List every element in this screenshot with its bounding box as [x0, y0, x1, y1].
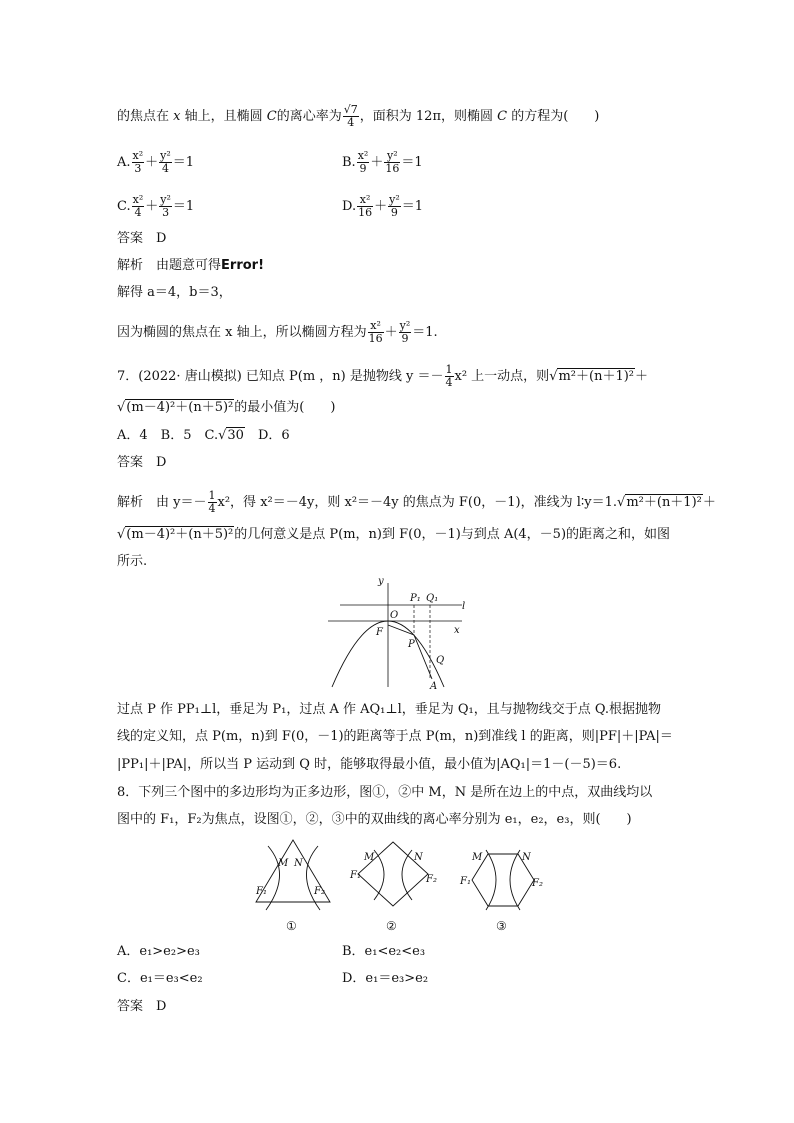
q7-options: A．4 B．5 C.√30 D．6 — [117, 428, 290, 443]
label-A: A — [430, 681, 438, 692]
svg-text:③: ③ — [496, 919, 507, 933]
q8-option-b: B．e₁<e₂<e₃ — [342, 944, 426, 959]
svg-text:N: N — [294, 858, 303, 869]
label-x: x — [454, 625, 460, 636]
svg-text:F₂: F₂ — [426, 874, 437, 885]
label-F: F — [376, 627, 383, 638]
q8-option-d: D．e₁＝e₃>e₂ — [342, 971, 429, 986]
q8-option-a: A．e₁>e₂>e₃ — [117, 944, 200, 959]
hyperbola-left — [486, 850, 496, 910]
parabola-figure — [320, 575, 470, 690]
svg-text:F₁: F₁ — [350, 870, 361, 881]
q7-analysis-2: √(m－4)²＋(n＋5)²的几何意义是点 P(m，n)到 F(0，－1)与到点 A(4，－5)的距离之和，如图 — [117, 527, 671, 542]
svg-text:F₂: F₂ — [532, 878, 543, 889]
label-l: l — [462, 601, 466, 612]
fpa-path — [388, 625, 432, 679]
q8-stem: 8．下列三个图中的多边形均为正多边形，图①，②中 M，N 是所在边上的中点，双曲线均以 — [117, 785, 653, 800]
label-P1: P₁ — [410, 593, 421, 604]
q6-analysis-3: 因为椭圆的焦点在 x 轴上，所以椭圆方程为 $\frac{\text{x²}}{16}$ ＋ $\frac{\text{y²}}{9}$ ＝1. — [117, 319, 438, 345]
q8-option-c: C．e₁＝e₃<e₂ — [117, 971, 203, 986]
q6-option-d: D. $\frac{\text{x²}}{16}$ ＋ $\frac{\text{y²}}{9}$ ＝1 — [342, 193, 424, 219]
q7-analysis-6: |PP₁|＋|PA|，所以当 P 运动到 Q 时，能够取得最小值，最小值为|AQ₁|＝1－(－5)＝6. — [117, 757, 622, 772]
q6-option-a: A. $\frac{\text{x²}}{3}$ ＋ $\frac{\text{y²}}{4}$ ＝1 — [117, 149, 195, 175]
figure-3-hexagon — [456, 838, 550, 934]
q7-stem: 7．(2022· 唐山模拟) 已知点 P(m ，n) 是抛物线 y ＝－ $\frac{1}{4}$ x² 上一动点，则√m²＋(n＋1)²＋ — [117, 363, 649, 389]
label-P: P — [408, 639, 415, 650]
q6-option-b: B. $\frac{\text{x²}}{9}$ ＋ $\frac{\text{y²}}{16}$ ＝1 — [342, 149, 423, 175]
q6-answer: 答案 D — [117, 231, 167, 246]
svg-text:M: M — [472, 852, 483, 863]
q6-analysis-2: 解得 a＝4，b＝3， — [117, 285, 232, 300]
label-Q: Q — [436, 655, 445, 666]
svg-text:①: ① — [286, 919, 297, 933]
svg-text:F₁: F₁ — [256, 886, 267, 897]
svg-text:M: M — [278, 858, 289, 869]
hyperbola-left — [266, 846, 280, 910]
figure-1-triangle — [252, 838, 334, 934]
svg-text:②: ② — [386, 919, 397, 933]
q8-stem-2: 图中的 F₁，F₂为焦点，设图①，②，③中的双曲线的离心率分别为 e₁，e₂，e₃，则( ) — [117, 812, 632, 827]
q7-stem-2: √(m－4)²＋(n＋5)²的最小值为( ) — [117, 400, 336, 415]
hyperbola-right — [306, 846, 320, 910]
figure-2-square — [346, 838, 440, 934]
q8-answer: 答案 D — [117, 999, 167, 1014]
label-Q1: Q₁ — [426, 593, 439, 604]
q7-analysis-5: 线的定义知，点 P(m，n)到 F(0，－1)的距离等于点 P(m，n)到准线 l 的距离，则|PF|＋|PA|＝ — [117, 729, 673, 744]
svg-text:F₂: F₂ — [314, 886, 325, 897]
q7-analysis-4: 过点 P 作 PP₁⊥l，垂足为 P₁，过点 A 作 AQ₁⊥l，垂足为 Q₁，且与抛物线交于点 Q.根据抛物 — [117, 702, 662, 717]
q7-analysis-3: 所示. — [117, 554, 148, 569]
svg-text:M: M — [364, 852, 375, 863]
q6-analysis: 解析 由题意可得Error! — [117, 258, 265, 273]
q7-analysis-1: 解析 由 y＝－ $\frac{1}{4}$ x²，得 x²＝－4y，则 x²＝－4y 的焦点为 F(0，－1)，准线为 l∶y＝1.√m²＋(n＋1)²＋ — [117, 489, 716, 515]
label-y: y — [378, 576, 384, 587]
q7-answer: 答案 D — [117, 455, 167, 470]
q6-option-c: C. $\frac{\text{x²}}{4}$ ＋ $\frac{\text{y²}}{3}$ ＝1 — [117, 193, 195, 219]
svg-text:F₁: F₁ — [460, 876, 471, 887]
label-O: O — [390, 610, 399, 621]
hyperbola-right — [510, 850, 520, 910]
q6-stem: 的焦点在 x 轴上，且椭圆 C的离心率为 $\frac{√7}{4}$ ，面积为 12π，则椭圆 C 的方程为( ) — [117, 103, 600, 129]
svg-text:N: N — [522, 852, 531, 863]
svg-text:N: N — [414, 852, 423, 863]
ecc-frac: $\frac{√7}{4}$ — [343, 103, 358, 129]
